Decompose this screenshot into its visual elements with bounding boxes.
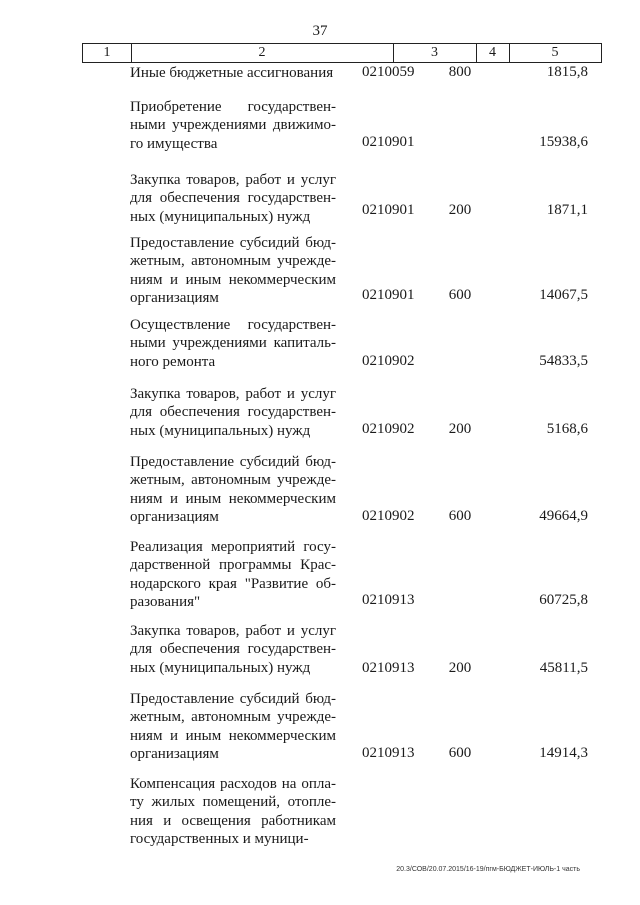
header-col-1: 1: [83, 44, 132, 62]
row-amount: 54833,5: [539, 353, 588, 369]
description-line: го имущества: [130, 135, 218, 152]
description-line: организациям: [130, 509, 219, 526]
header-col-2: 2: [131, 44, 394, 62]
description-line: Реализация мероприятий госу-: [130, 539, 336, 555]
footer-doc-id: 20.3/СОВ/20.07.2015/16-19/пгм-БЮДЖЕТ-ИЮЛЬ-1 часть: [396, 866, 580, 873]
description-line: организациям: [130, 746, 219, 763]
row-expense-type: 200: [448, 202, 472, 218]
page-number: 37: [312, 23, 328, 39]
description-line: нодарского края "Развитие об-: [130, 575, 336, 592]
description-line: ных (муниципальных) нужд: [130, 422, 311, 439]
description-line: ту жилых помещений, отопле-: [130, 794, 336, 811]
description-line: ниям и иным некоммерческим: [130, 490, 336, 507]
row-code: 0210059: [362, 64, 415, 80]
row-description: [130, 171, 336, 226]
description-line: для обеспечения государствен-: [130, 190, 336, 207]
header-col-5: 5: [551, 45, 559, 60]
row-amount: 14067,5: [539, 287, 588, 303]
description-line: организациям: [130, 290, 219, 307]
description-line: Приобретение государствен-: [130, 99, 336, 115]
row-description: [130, 234, 336, 308]
row-description: [130, 775, 336, 849]
description-line: дарственной программы Крас-: [130, 557, 336, 574]
row-amount: 14914,3: [539, 745, 588, 761]
row-amount: 1815,8: [546, 64, 588, 80]
row-amount: 15938,6: [539, 134, 588, 150]
description-line: Предоставление субсидий бюд-: [130, 235, 336, 251]
description-line: Закупка товаров, работ и услуг: [130, 386, 336, 402]
row-description: [130, 622, 336, 677]
row-expense-type: 200: [448, 421, 472, 437]
description-line: ного ремонта: [130, 353, 216, 370]
description-line: ными учреждениями движимо-: [130, 117, 336, 134]
row-code: 0210902: [362, 508, 415, 524]
row-expense-type: 600: [448, 287, 472, 303]
row-amount: 49664,9: [539, 508, 588, 524]
row-amount: 60725,8: [539, 592, 588, 608]
row-description: [130, 453, 336, 527]
description-line: ных (муниципальных) нужд: [130, 208, 311, 225]
row-description: [130, 538, 336, 612]
description-line: Иные бюджетные ассигнования: [130, 65, 334, 81]
row-code: 0210901: [362, 287, 415, 303]
row-description: [130, 64, 336, 82]
description-line: для обеспечения государствен-: [130, 641, 336, 658]
row-amount: 5168,6: [546, 421, 588, 437]
row-amount: 45811,5: [539, 660, 588, 676]
description-line: ния и освещения работникам: [130, 812, 336, 829]
description-line: жетным, автономным учрежде-: [130, 709, 336, 726]
row-expense-type: 600: [448, 745, 472, 761]
row-description: [130, 316, 336, 371]
row-code: 0210913: [362, 660, 415, 676]
description-line: жетным, автономным учрежде-: [130, 253, 336, 270]
description-line: разования": [130, 594, 201, 611]
row-expense-type: 600: [448, 508, 472, 524]
description-line: ными учреждениями капиталь-: [130, 335, 336, 352]
row-code: 0210902: [362, 421, 415, 437]
row-description: [130, 385, 336, 440]
row-code: 0210913: [362, 745, 415, 761]
row-expense-type: 800: [448, 64, 472, 80]
row-amount: 1871,1: [546, 202, 588, 218]
header-col-3: 3: [393, 44, 477, 62]
row-code: 0210901: [362, 134, 415, 150]
row-code: 0210913: [362, 592, 415, 608]
description-line: Компенсация расходов на опла-: [130, 776, 336, 792]
row-expense-type: 200: [448, 660, 472, 676]
description-line: ниям и иным некоммерческим: [130, 727, 336, 744]
row-code: 0210902: [362, 353, 415, 369]
description-line: для обеспечения государствен-: [130, 404, 336, 421]
description-line: ных (муниципальных) нужд: [130, 659, 311, 676]
description-line: жетным, автономным учрежде-: [130, 472, 336, 489]
description-line: Осуществление государствен-: [130, 317, 336, 333]
description-line: государственных и муници-: [130, 831, 309, 848]
description-line: ниям и иным некоммерческим: [130, 271, 336, 288]
header-col-4: 4: [476, 44, 510, 62]
description-line: Предоставление субсидий бюд-: [130, 454, 336, 470]
row-description: [130, 690, 336, 764]
description-line: Закупка товаров, работ и услуг: [130, 172, 336, 188]
row-code: 0210901: [362, 202, 415, 218]
description-line: Предоставление субсидий бюд-: [130, 691, 336, 707]
row-description: [130, 98, 336, 153]
description-line: Закупка товаров, работ и услуг: [130, 623, 336, 639]
